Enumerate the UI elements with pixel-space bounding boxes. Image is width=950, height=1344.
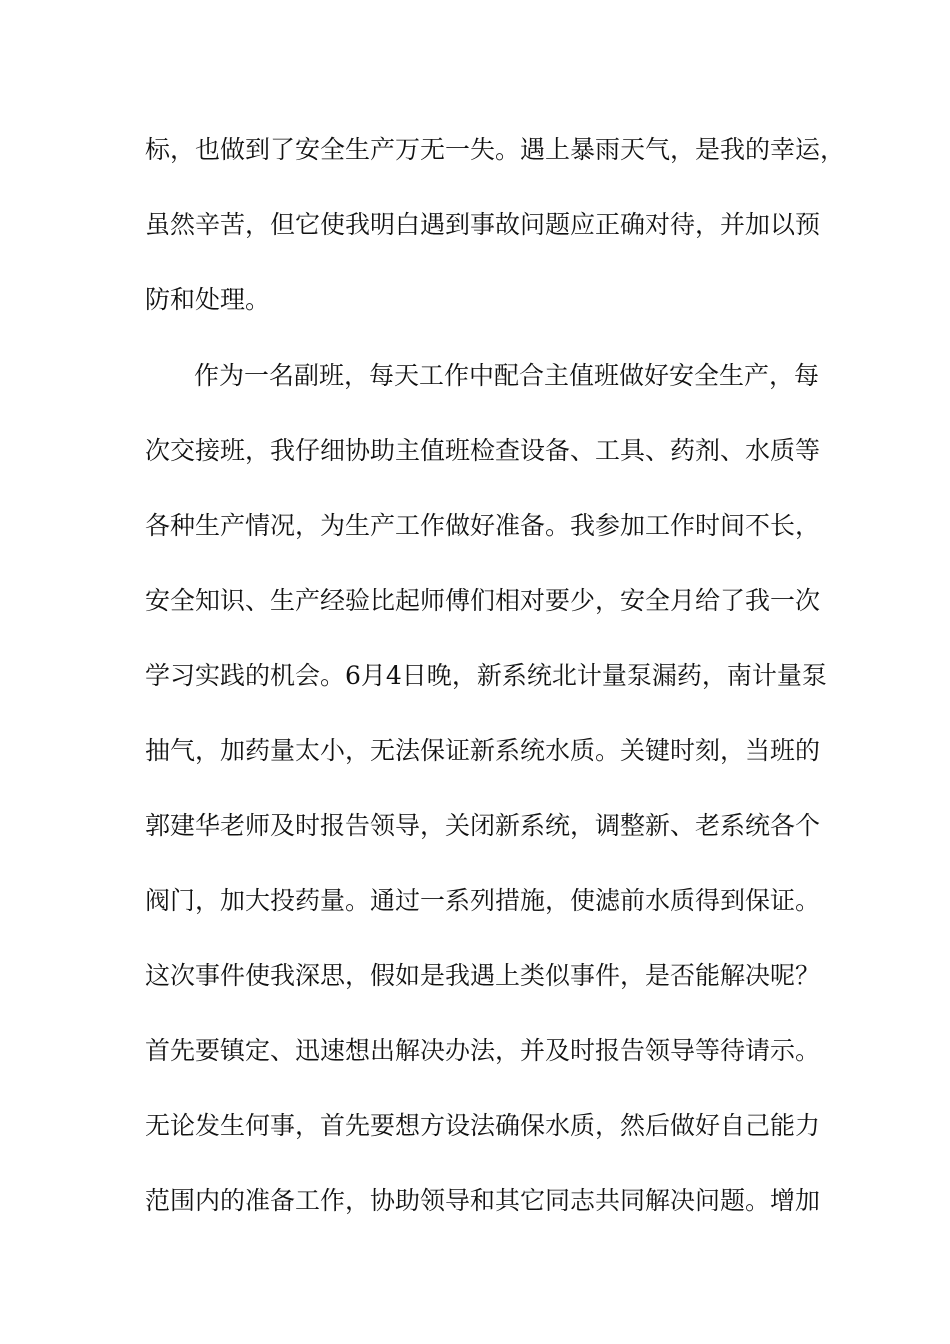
text-line: 安全知识、生产经验比起师傅们相对要少，安全月给了我一次 (145, 586, 821, 615)
text-line: 虽然辛苦，但它使我明白遇到事故问题应正确对待，并加以预 (145, 210, 821, 239)
text-line: 范围内的准备工作，协助领导和其它同志共同解决问题。增加 (145, 1186, 821, 1215)
text-line: 抽气，加药量太小，无法保证新系统水质。关键时刻，当班的 (145, 736, 821, 765)
text-line: 各种生产情况，为生产工作做好准备。我参加工作时间不长， (145, 511, 821, 540)
paragraph-first-line: 作为一名副班，每天工作中配合主值班做好安全生产，每 (194, 361, 820, 390)
text-line: 首先要镇定、迅速想出解决办法，并及时报告领导等待请示。 (145, 1036, 821, 1065)
text-line: 标，也做到了安全生产万无一失。遇上暴雨天气，是我的幸运， (145, 135, 846, 164)
text-line: 防和处理。 (145, 285, 271, 314)
text-line: 郭建华老师及时报告领导，关闭新系统，调整新、老系统各个 (145, 811, 821, 840)
text-line: 学习实践的机会。6月4日晚，新系统北计量泵漏药，南计量泵 (145, 661, 827, 690)
text-line: 阀门，加大投药量。通过一系列措施，使滤前水质得到保证。 (145, 886, 821, 915)
text-line: 次交接班，我仔细协助主值班检查设备、工具、药剂、水质等 (145, 436, 821, 465)
text-line: 无论发生何事，首先要想方设法确保水质，然后做好自己能力 (145, 1111, 821, 1140)
text-line: 这次事件使我深思，假如是我遇上类似事件，是否能解决呢？ (145, 961, 821, 990)
